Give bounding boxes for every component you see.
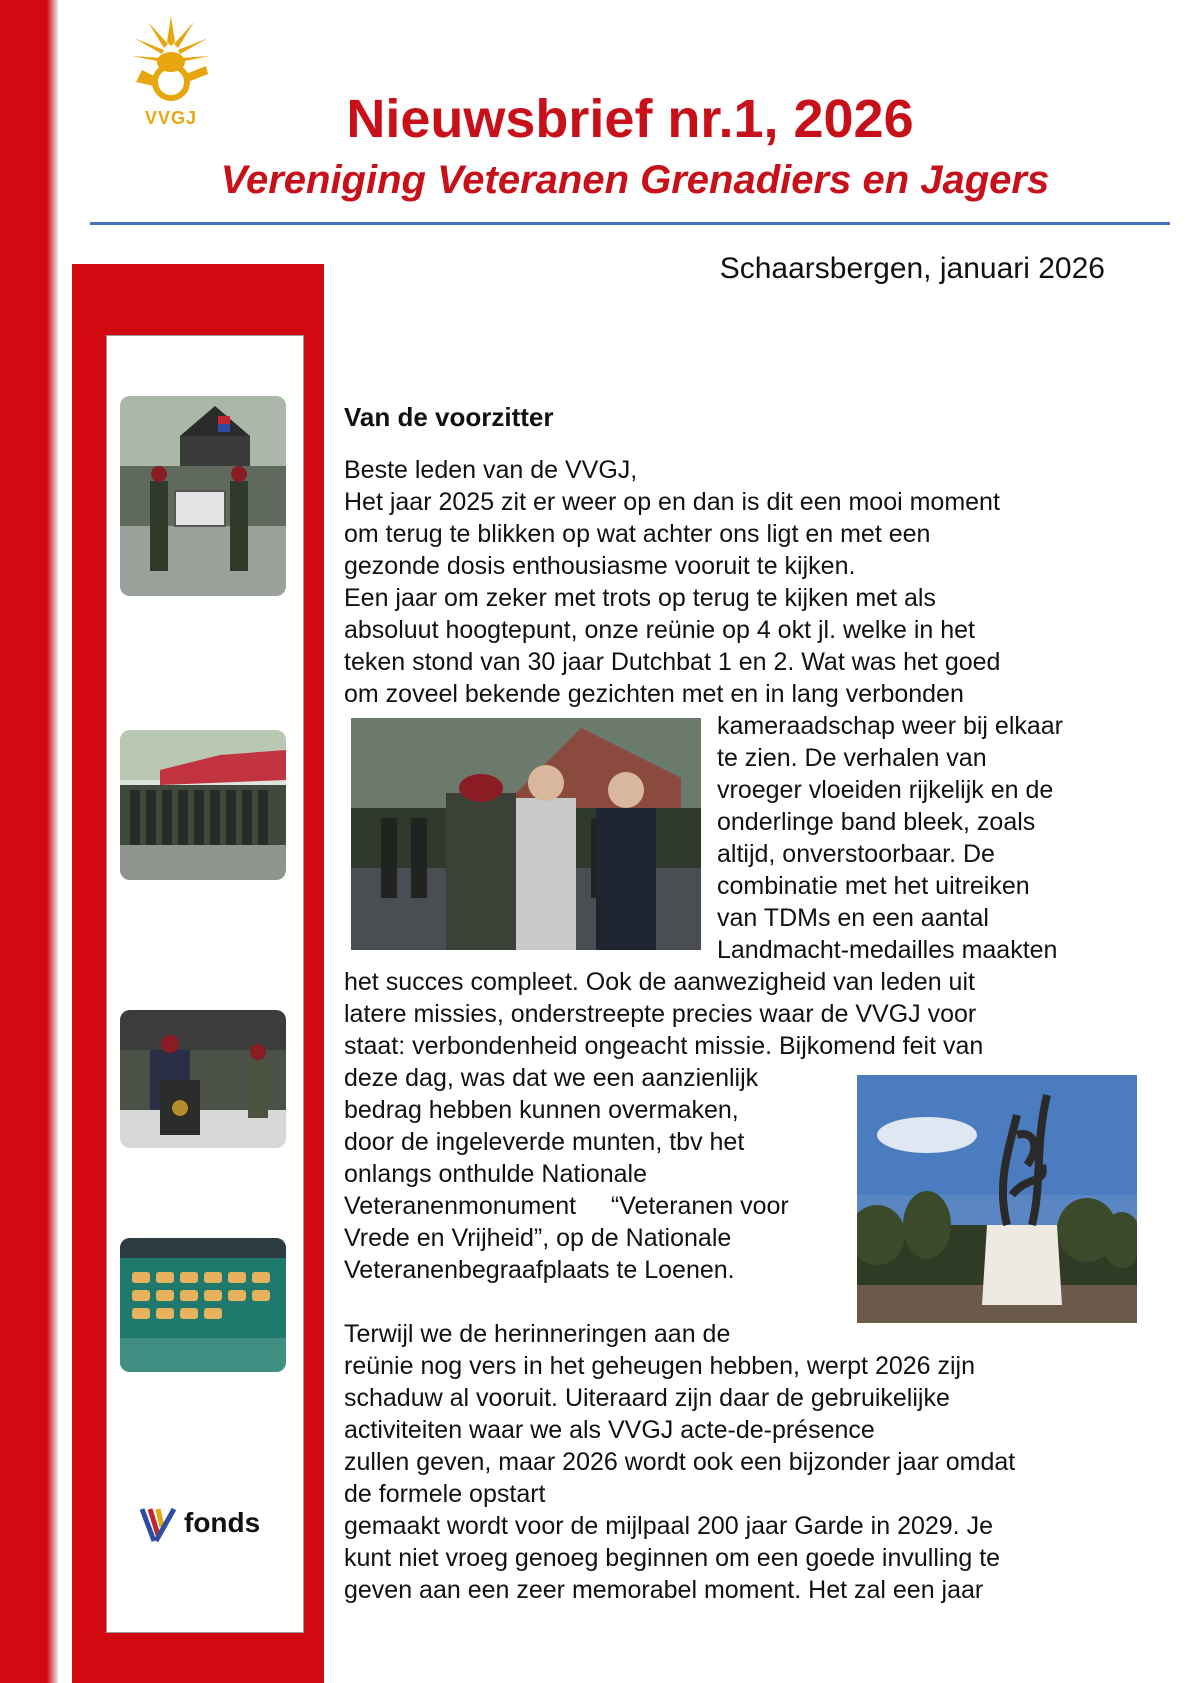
article-heading: Van de voorzitter [344, 402, 554, 432]
article-line: om terug te blikken op wat achter ons ligt en met een [344, 520, 931, 548]
sidebar-photo-ceremony [120, 396, 286, 596]
article-line: latere missies, onderstreepte precies waar de VVGJ voor [344, 1000, 977, 1028]
vfonds-v-icon [140, 1505, 180, 1545]
left-accent-bar [0, 0, 30, 1683]
article-line: zullen geven, maar 2026 wordt ook een bijzonder jaar omdat [344, 1448, 1016, 1476]
article-line: combinatie met het uitreiken [717, 872, 1030, 900]
article-line: van TDMs en een aantal [717, 904, 989, 932]
sidebar-photo-speech [120, 1010, 286, 1148]
left-accent-bar-edge [30, 0, 58, 1683]
article-line: kunt niet vroeg genoeg beginnen om een goede invulling te [344, 1544, 1001, 1572]
article-line: te zien. De verhalen van [717, 744, 987, 772]
association-subtitle: Vereniging Veteranen Grenadiers en Jagers [220, 158, 1050, 202]
article-line: geven aan een zeer memorabel moment. Het zal een jaar [344, 1576, 984, 1604]
article-line: Terwijl we de herinneringen aan de [344, 1320, 731, 1348]
article-line: de formele opstart [344, 1480, 546, 1508]
article-line: Veteranenmonument “Veteranen voor [344, 1192, 789, 1220]
article-line: kameraadschap weer bij elkaar [717, 712, 1064, 740]
article-line: Veteranenbegraafplaats te Loenen. [344, 1256, 735, 1284]
fonds-label: fonds [184, 1507, 261, 1538]
article-line: Een jaar om zeker met trots op terug te kijken met als [344, 584, 936, 612]
logo-text: VVGJ [144, 108, 198, 128]
article-line: gemaakt wordt voor de mijlpaal 200 jaar Garde in 2029. Je [344, 1512, 993, 1540]
article-line: activiteiten waar we als VVGJ acte-de-présence [344, 1416, 875, 1444]
article-line: Het jaar 2025 zit er weer op en dan is dit een mooi moment [344, 488, 1000, 516]
sidebar-photo-parade [120, 730, 286, 880]
article-line: om zoveel bekende gezichten met en in lang verbonden [344, 680, 964, 708]
article-line: gezonde dosis enthousiasme vooruit te kijken. [344, 552, 856, 580]
article-line: absoluut hoogtepunt, onze reünie op 4 okt jl. welke in het [344, 616, 975, 644]
place-date: Schaarsbergen, januari 2026 [719, 252, 1105, 285]
article-line: Beste leden van de VVGJ, [344, 456, 638, 484]
article-line: schaduw al vooruit. Uiteraard zijn daar de gebruikelijke [344, 1384, 950, 1412]
sidebar-photo-coins [120, 1238, 286, 1372]
article-line: Landmacht-medailles maakten [717, 936, 1058, 964]
article-line: Vrede en Vrijheid”, op de Nationale [344, 1224, 732, 1252]
article-line: vroeger vloeiden rijkelijk en de [717, 776, 1054, 804]
article-line: reünie nog vers in het geheugen hebben, werpt 2026 zijn [344, 1352, 976, 1380]
photo-veterans-monument [857, 1075, 1137, 1323]
article-line: deze dag, was dat we een aanzienlijk [344, 1064, 759, 1092]
photo-medal-handover [351, 718, 701, 950]
article-line: teken stond van 30 jaar Dutchbat 1 en 2. Wat was het goed [344, 648, 1001, 676]
header-divider [90, 222, 1170, 225]
newsletter-title: Nieuwsbrief nr.1, 2026 [346, 89, 914, 149]
article-line: altijd, onverstoorbaar. De [717, 840, 995, 868]
article-line: door de ingeleverde munten, tbv het [344, 1128, 745, 1156]
article-line: het succes compleet. Ook de aanwezigheid van leden uit [344, 968, 975, 996]
article-line: onlangs onthulde Nationale [344, 1160, 648, 1188]
vfonds-logo [140, 1505, 280, 1545]
article-line: staat: verbondenheid ongeacht missie. Bijkomend feit van [344, 1032, 984, 1060]
article-line: onderlinge band bleek, zoals [717, 808, 1036, 836]
article-line: bedrag hebben kunnen overmaken, [344, 1096, 739, 1124]
